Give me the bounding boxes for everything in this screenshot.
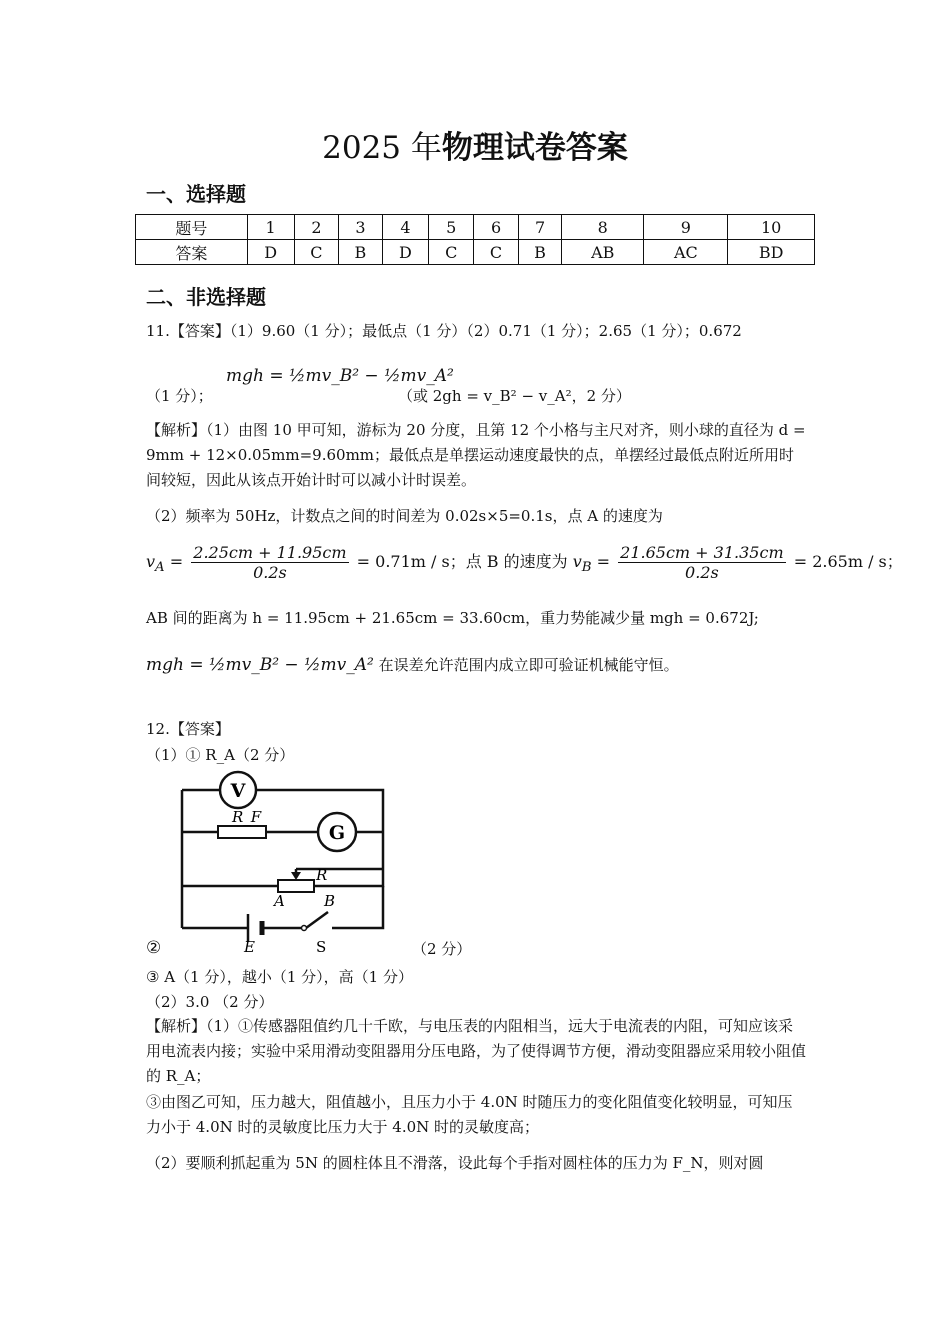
resistor-rf-icon (218, 826, 266, 838)
table-cell: AB (562, 240, 644, 265)
q12-analysis-2: ③由图乙可知，压力越大，阻值越小，且压力小于 4.0N 时随压力的变化阻值变化较明显，可知压力小于 4.0N 时的灵敏度比压力大于 4.0N 时的灵敏度高； (146, 1093, 793, 1136)
battery-label: E (244, 938, 255, 953)
q11-conclusion: mgh = ½mv_B² − ½mv_A² 在误差允许范围内成立即可验证机械能守恒。 (146, 655, 679, 675)
rheostat-icon (278, 880, 314, 892)
q11-analysis-2: （2）频率为 50Hz，计数点之间的时间差为 0.02s×5=0.1s，点 A 的速度为 (146, 507, 663, 525)
table-cell: 3 (339, 215, 382, 240)
q12-part1: （1）① R_A（2 分） (146, 746, 295, 764)
section-heading-choice: 一、选择题 (146, 182, 246, 206)
table-cell: B (339, 240, 382, 265)
terminal-a-label: A (274, 892, 285, 910)
table-cell: 6 (474, 215, 519, 240)
table-row-answers (136, 240, 815, 265)
table-cell: 8 (562, 215, 644, 240)
terminal-b-label: B (324, 892, 336, 910)
slider-arrow-icon (291, 872, 301, 880)
resistor-rf-label: R_F (232, 808, 262, 826)
table-header-label: 题号 (136, 215, 248, 240)
table-cell: 1 (247, 215, 294, 240)
answer-table (135, 214, 815, 265)
table-cell: 2 (294, 215, 339, 240)
q12-part2-mark: ② (146, 938, 162, 958)
q11-analysis-1: 【解析】（1）由图 10 甲可知，游标为 20 分度，且第 12 个小格与主尺对齐，则小球的直径为 d = 9mm + 12×0.05mm=9.60mm；最低点是单摆运动速度最快的点，单摆经过最低点附近所用时间较短，因此从该点开始计时可以减小计时误差。 (146, 421, 806, 489)
q12-part2-score: （2 分） (412, 940, 472, 958)
table-cell: 7 (518, 215, 561, 240)
q11-formula: mgh = ½mv_B² − ½mv_A² (226, 366, 454, 386)
switch-label: S (316, 938, 327, 953)
table-cell: 9 (644, 215, 728, 240)
table-cell: C (474, 240, 519, 265)
q11-ab-distance: AB 间的距离为 h = 11.95cm + 21.65cm = 33.60cm，重力势能减少量 mgh = 0.672J; (146, 609, 759, 627)
table-cell: 4 (382, 215, 429, 240)
table-cell: D (247, 240, 294, 265)
q11-formula-alt: （或 2gh = v_B² − v_A²，2 分） (398, 387, 631, 405)
q12-analysis-3: （2）要顺利抓起重为 5N 的圆柱体且不滑落，设此每个手指对圆柱体的压力为 F_N，则对圆 (146, 1154, 764, 1172)
q12-heading: 12.【答案】 (146, 720, 230, 738)
q12-analysis-1: 【解析】（1）①传感器阻值约几十千欧，与电压表的内阻相当，远大于电流表的内阻，可知应该采用电流表内接；实验中采用滑动变阻器用分压电路，为了使得调节方便，滑动变阻器应采用较小阻值的 R_A； (146, 1017, 807, 1085)
table-cell: BD (728, 240, 815, 265)
table-cell: D (382, 240, 429, 265)
vA-fraction: $\frac{2.25cm + 11.95cm}{0.2s}$ (193, 543, 347, 582)
rheostat-label: R (316, 866, 328, 884)
table-row-numbers (136, 215, 815, 240)
q12-part4: （2）3.0 （2 分） (146, 993, 274, 1011)
table-cell: C (294, 240, 339, 265)
voltmeter-label: V (230, 780, 246, 802)
table-answer-label: 答案 (136, 240, 248, 265)
section-heading-nonchoice: 二、非选择题 (146, 285, 266, 309)
q11-answer-line: 11.【答案】（1）9.60（1 分）；最低点（1 分）（2）0.71（1 分）；2.65（1 分）；0.672 (146, 322, 742, 340)
vB-fraction: $\frac{21.65cm + 31.35cm}{0.2s}$ (620, 543, 784, 582)
table-cell: 5 (429, 215, 474, 240)
circuit-diagram (170, 768, 400, 953)
galvanometer-label: G (328, 822, 346, 844)
table-cell: AC (644, 240, 728, 265)
page-title: 2025 年物理试卷答案 (322, 130, 628, 166)
table-cell: 10 (728, 215, 815, 240)
table-cell: C (429, 240, 474, 265)
q11-score-note: （1 分）； (146, 387, 213, 405)
q12-part3: ③ A（1 分），越小（1 分），高（1 分） (146, 968, 413, 986)
q11-velocity-line: $v_A$ = $\frac{2.25cm + 11.95cm}{0.2s}$ = 0.71m / s；点 B 的速度为 $v_B$ = $\frac{21.65cm + 31.35cm}{0.2s}$ = 2.65m / s； (146, 543, 903, 582)
switch-icon (302, 926, 307, 931)
table-cell: B (518, 240, 561, 265)
